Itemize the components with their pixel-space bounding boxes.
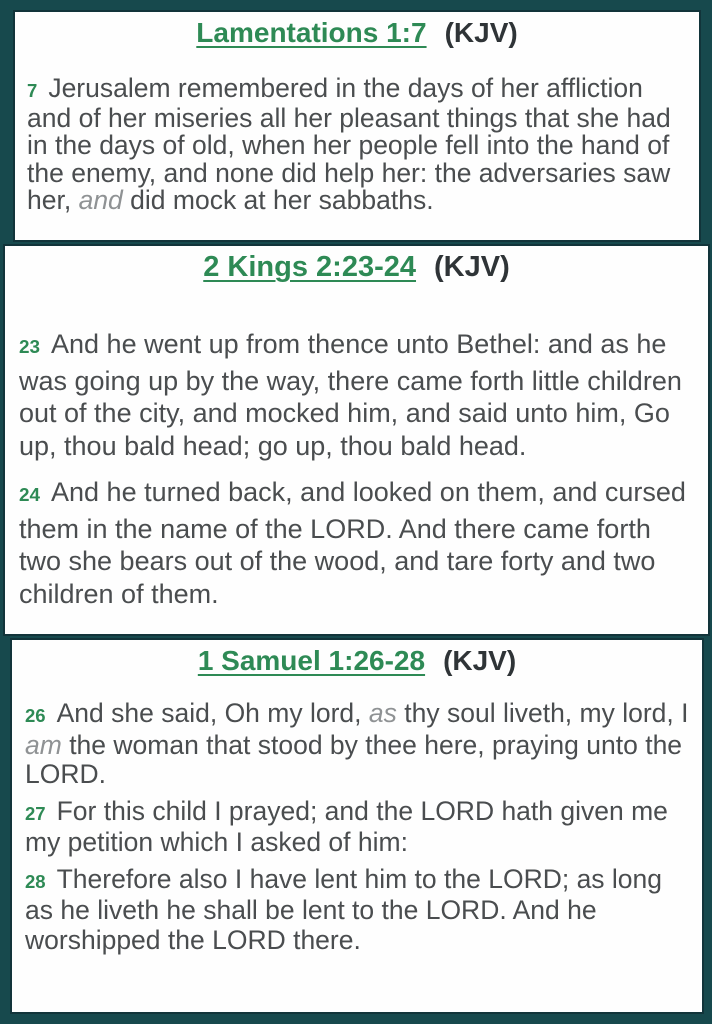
verse-24 xyxy=(19,476,694,610)
verse-text: did mock at her sabbaths. xyxy=(122,185,434,215)
passage-reference-link[interactable]: 2 Kings 2:23-24 xyxy=(203,251,417,283)
verse-23 xyxy=(19,328,694,462)
verse-text: For this child I prayed; and the LORD hath given me my petition which I asked of him: xyxy=(25,795,668,857)
verse-list xyxy=(27,75,687,215)
verse-26 xyxy=(25,699,689,790)
verse-text: Jerusalem remembered in the days of her affliction and of her miseries all her pleasant things that she had in the days of old, when her people fell into the hand of the enemy, and none did help her: the adversaries saw her, xyxy=(27,73,671,215)
verse-number: 24 xyxy=(19,485,41,506)
verse-number: 26 xyxy=(25,705,46,726)
verse-text: And he turned back, and looked on them, and cursed them in the name of the LORD. And there came forth two she bears out of the wood, and tare forty and two children of them. xyxy=(19,477,686,609)
passage-heading xyxy=(25,644,689,677)
scripture-card-lamentations xyxy=(13,10,701,242)
verse-7 xyxy=(27,75,687,215)
verse-list xyxy=(19,328,694,610)
passage-reference-link[interactable]: Lamentations 1:7 xyxy=(196,17,427,48)
verse-text: And she said, Oh my lord, xyxy=(56,698,369,728)
verse-list xyxy=(25,699,689,955)
italic-word: am xyxy=(25,729,62,760)
verse-number: 27 xyxy=(25,802,46,824)
scripture-card-2-kings xyxy=(3,244,710,636)
scripture-card-1-samuel xyxy=(10,638,704,1014)
verse-text: thy soul liveth, my lord, I xyxy=(396,698,689,728)
passage-reference-link[interactable]: 1 Samuel 1:26-28 xyxy=(197,645,426,676)
translation-label: (KJV) xyxy=(443,645,517,676)
verse-28 xyxy=(25,865,689,956)
verse-text: And he went up from thence unto Bethel: and as he was going up by the way, there came forth little children out of the city, and mocked him, and said unto him, Go up, thou bald head; go up, thou bald head. xyxy=(19,329,682,461)
verse-number: 7 xyxy=(27,80,38,101)
verse-number: 23 xyxy=(19,337,41,358)
verse-text: the woman that stood by thee here, praying unto the LORD. xyxy=(25,729,683,789)
italic-word: and xyxy=(78,185,123,215)
translation-label: (KJV) xyxy=(444,17,518,48)
italic-word: as xyxy=(368,698,397,728)
verse-number: 28 xyxy=(25,870,46,892)
passage-heading xyxy=(27,16,687,49)
translation-label: (KJV) xyxy=(434,251,510,283)
verse-text: Therefore also I have lent him to the LORD; as long as he liveth he shall be lent to the LORD. And he worshipped the LORD there. xyxy=(25,863,663,955)
passage-heading xyxy=(19,251,694,284)
verse-27 xyxy=(25,797,689,858)
